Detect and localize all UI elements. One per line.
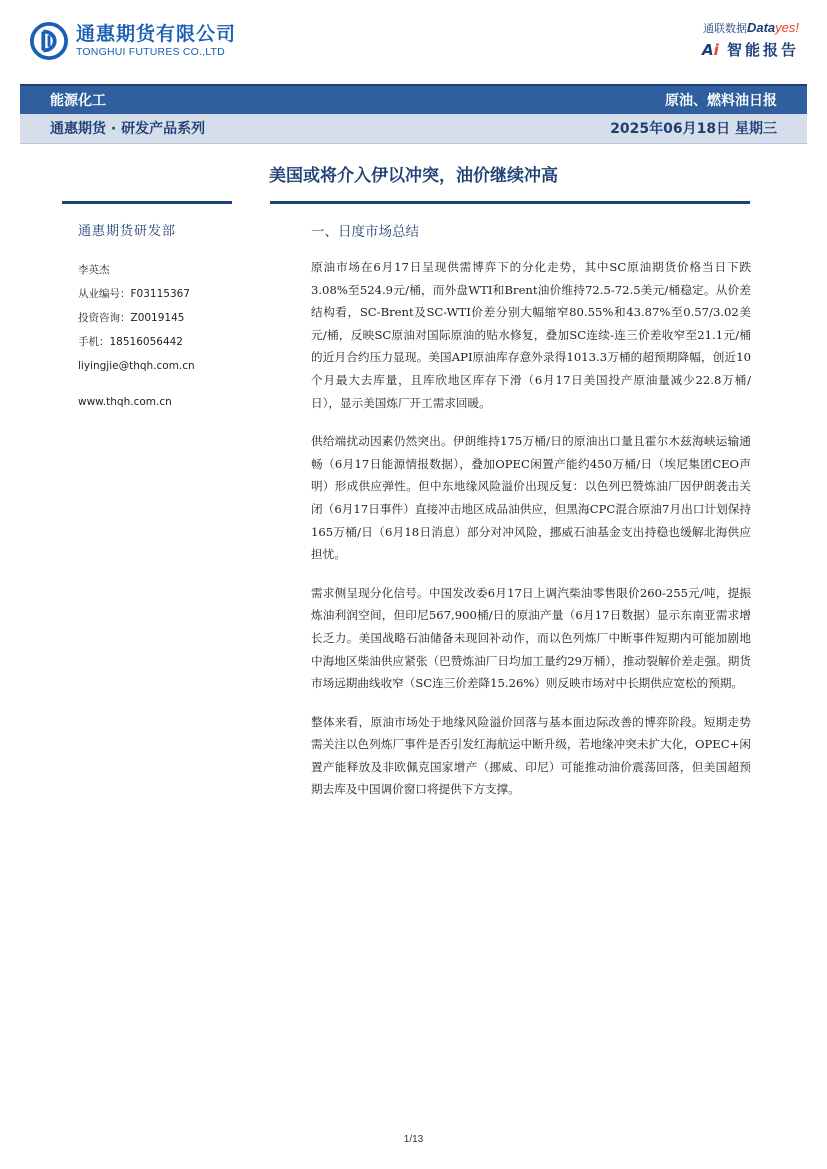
author-name: 李英杰 — [78, 264, 110, 276]
datayes-logo — [702, 20, 799, 59]
advisory-number: 投资咨询：Z0019145 — [78, 312, 185, 324]
page-number: 1/13 — [403, 1134, 424, 1145]
phone-number: 手机：18516056442 — [78, 336, 183, 348]
website-link[interactable]: www.thqh.com.cn — [78, 396, 172, 408]
ai-icon: Ai — [701, 41, 719, 59]
ai-report-label: Ai 智能报告 — [701, 41, 799, 59]
tonghui-logo-icon — [30, 22, 68, 60]
company-name-en: TONGHUI FUTURES CO.,LTD — [76, 46, 225, 58]
report-title: 美国或将介入伊以冲突，油价继续冲高 — [269, 166, 558, 186]
paragraph-conclusion: 整体来看，原油市场处于地缘风险溢价回落与基本面边际改善的博弈阶段。短期走势需关注以色列炼厂事件是否引发红海航运中断升级，若地缘冲突未扩大化，OPEC+闲置产能释放及非欧佩克国家增产（挪威、印尼）可能推动油价震荡回落，但美国超预期去库及中国调价窗口将提供下方支撑。 — [311, 714, 751, 797]
report-type-label: 原油、燃料油日报 — [665, 93, 777, 109]
paragraph-supply: 供给端扰动因素仍然突出。伊朗维持175万桶/日的原油出口量且霍尔木兹海峡运输通畅（6月17日能源情报数据），叠加OPEC闲置产能约450万桶/日（埃尼集团CEO声明）形成供应弹性。但中东地缘风险溢价出现反复：以色列巴赞炼油厂因伊朗袭击关闭（6月17日事件）直接冲击地区成品油供应，但黑海CPC混合原油7月出口计划保持165万桶/日（6月18日消息）部分对冲风险，挪威石油基金支出持稳也缓解北海供应担忧。 — [311, 434, 751, 562]
license-number: 从业编号：F03115367 — [78, 288, 190, 300]
banner-bottom — [20, 114, 807, 144]
title-divider-left — [62, 201, 232, 204]
title-divider-right — [270, 201, 750, 204]
email-link[interactable]: liyingjie@thqh.com.cn — [78, 360, 195, 372]
department-name: 通惠期货研发部 — [78, 224, 177, 239]
datayes-wordmark: 通联数据Datayes! — [702, 20, 799, 35]
report-date: 2025年06月18日 星期三 — [610, 121, 777, 137]
paragraph-demand: 需求侧呈现分化信号。中国发改委6月17日上调汽柴油零售限价260-255元/吨，提振炼油利润空间，但印尼567,900桶/日的原油产量（6月17日数据）显示东南亚需求增长乏力。美国战略石油储备未现回补动作，而以色列炼厂中断事件短期内可能加剧地中海地区柴油供应紧张（巴赞炼油厂日均加工量约29万桶），推动裂解价差走强。期货市场远期曲线收窄（SC连三价差降15.26%）则反映市场对中长期供应宽松的预期。 — [311, 585, 751, 691]
company-logo — [30, 20, 236, 62]
main-content — [311, 222, 751, 817]
author-sidebar — [78, 222, 278, 414]
section-title: 一、日度市场总结 — [311, 224, 419, 240]
banner-top — [20, 84, 807, 114]
series-label: 通惠期货 · 研发产品系列 — [50, 121, 206, 137]
company-name-cn: 通惠期货有限公司 — [76, 23, 237, 45]
category-label: 能源化工 — [50, 93, 106, 109]
paragraph-market-overview: 原油市场在6月17日呈现供需博弈下的分化走势，其中SC原油期货价格当日下跌3.08%至524.9元/桶，而外盘WTI和Brent油价维持72.5-72.5美元/桶稳定。从价差结构看，SC-Brent及SC-WTI价差分别大幅缩窄80.55%和43.87%至0.57/3.02美元/桶，反映SC原油对国际原油的贴水修复，叠加SC连续-连三价差收窄至21.1元/桶的近月合约压力显现。美国API原油库存意外录得1013.3万桶的超预期降幅，创近10个月最大去库量，且库欣地区库存下滑（6月17日美国投产原油量减少22.8万桶/日），显示美国炼厂开工需求回暖。 — [311, 260, 751, 410]
